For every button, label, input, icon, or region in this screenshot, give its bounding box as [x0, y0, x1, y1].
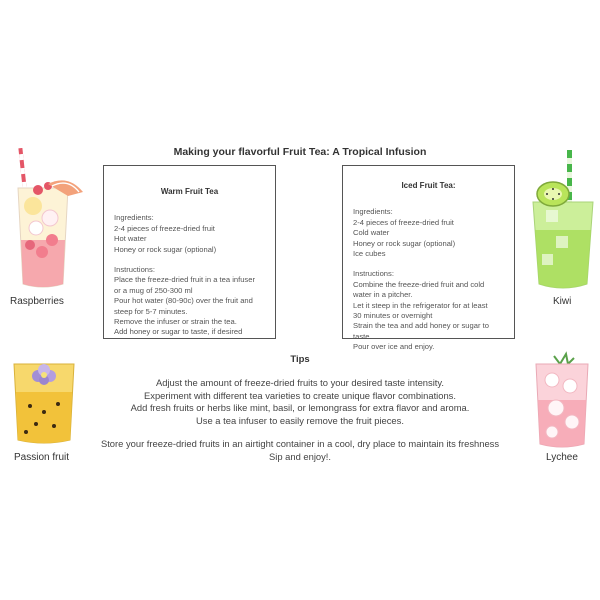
passion-fruit-label: Passion fruit [14, 452, 70, 463]
iced-instruction-line: Pour over ice and enjoy. [353, 342, 435, 352]
raspberry-drink-illustration [8, 148, 90, 294]
kiwi-drink-illustration [526, 150, 600, 294]
tips-heading: Tips [290, 354, 310, 365]
kiwi-label: Kiwi [553, 296, 572, 307]
warm-instruction-line: Add honey or sugar to taste, if desired [114, 327, 243, 337]
iced-instruction-line: water in a pitcher. [353, 290, 413, 300]
iced-instruction-line: Combine the freeze-dried fruit and cold [353, 279, 485, 289]
tip-line: Use a tea infuser to easily remove the fruit pieces. [196, 414, 404, 426]
iced-instruction-line: Let it steep in the refrigerator for at least [353, 300, 488, 310]
warm-instructions-label: Instructions: [114, 265, 155, 275]
tip-line: Add fresh fruits or herbs like mint, basil, or lemongrass for extra flavor and aroma. [130, 402, 470, 414]
warm-instruction-line: Pour hot water (80-90c) over the fruit and [114, 296, 253, 306]
raspberries-label: Raspberries [10, 296, 64, 307]
warm-fruit-tea-card [103, 165, 276, 339]
tips-section [0, 377, 600, 464]
iced-instructions-label: Instructions: [353, 269, 394, 279]
warm-instruction-line: Remove the infuser or strain the tea. [114, 317, 237, 327]
iced-ingredient-item: Cold water [353, 228, 390, 238]
warm-card-heading: Warm Fruit Tea [160, 187, 219, 196]
lychee-label: Lychee [546, 452, 578, 463]
warm-ingredient-item: Hot water [114, 234, 147, 244]
iced-ingredient-item: Honey or rock sugar (optional) [353, 238, 456, 248]
warm-instruction-line: Place the freeze-dried fruit in a tea infuser [114, 275, 255, 285]
iced-instruction-line: Strain the tea and add honey or sugar to [353, 321, 489, 331]
warm-ingredient-item: Honey or rock sugar (optional) [114, 244, 217, 254]
iced-ingredients-label: Ingredients: [353, 207, 393, 217]
iced-instruction-line: 30 minutes or overnight [353, 311, 433, 321]
iced-card-heading: Iced Fruit Tea: [401, 181, 456, 190]
closing-line: Sip and enjoy!. [268, 450, 332, 462]
page-title: Making your flavorful Fruit Tea: A Tropical Infusion [173, 146, 427, 158]
warm-instruction-line: steep for 5-7 minutes. [114, 306, 188, 316]
tip-line: Experiment with different tea varieties to create unique flavor combinations. [144, 389, 456, 401]
warm-instruction-line: or a mug of 250-300 ml [114, 285, 193, 295]
storage-tip-line: Store your freeze-dried fruits in an airtight container in a cool, dry place to maintain its freshness [100, 438, 500, 450]
iced-instruction-line: taste. [353, 331, 372, 341]
tip-line: Adjust the amount of freeze-dried fruits to your desired taste intensity. [156, 377, 444, 388]
iced-ingredient-item: 2-4 pieces of freeze-dried fruit [353, 217, 454, 227]
iced-ingredient-item: Ice cubes [353, 249, 386, 259]
iced-fruit-tea-card [342, 165, 515, 352]
warm-ingredient-item: 2-4 pieces of freeze-dried fruit [114, 223, 215, 233]
warm-ingredients-label: Ingredients: [114, 213, 154, 223]
